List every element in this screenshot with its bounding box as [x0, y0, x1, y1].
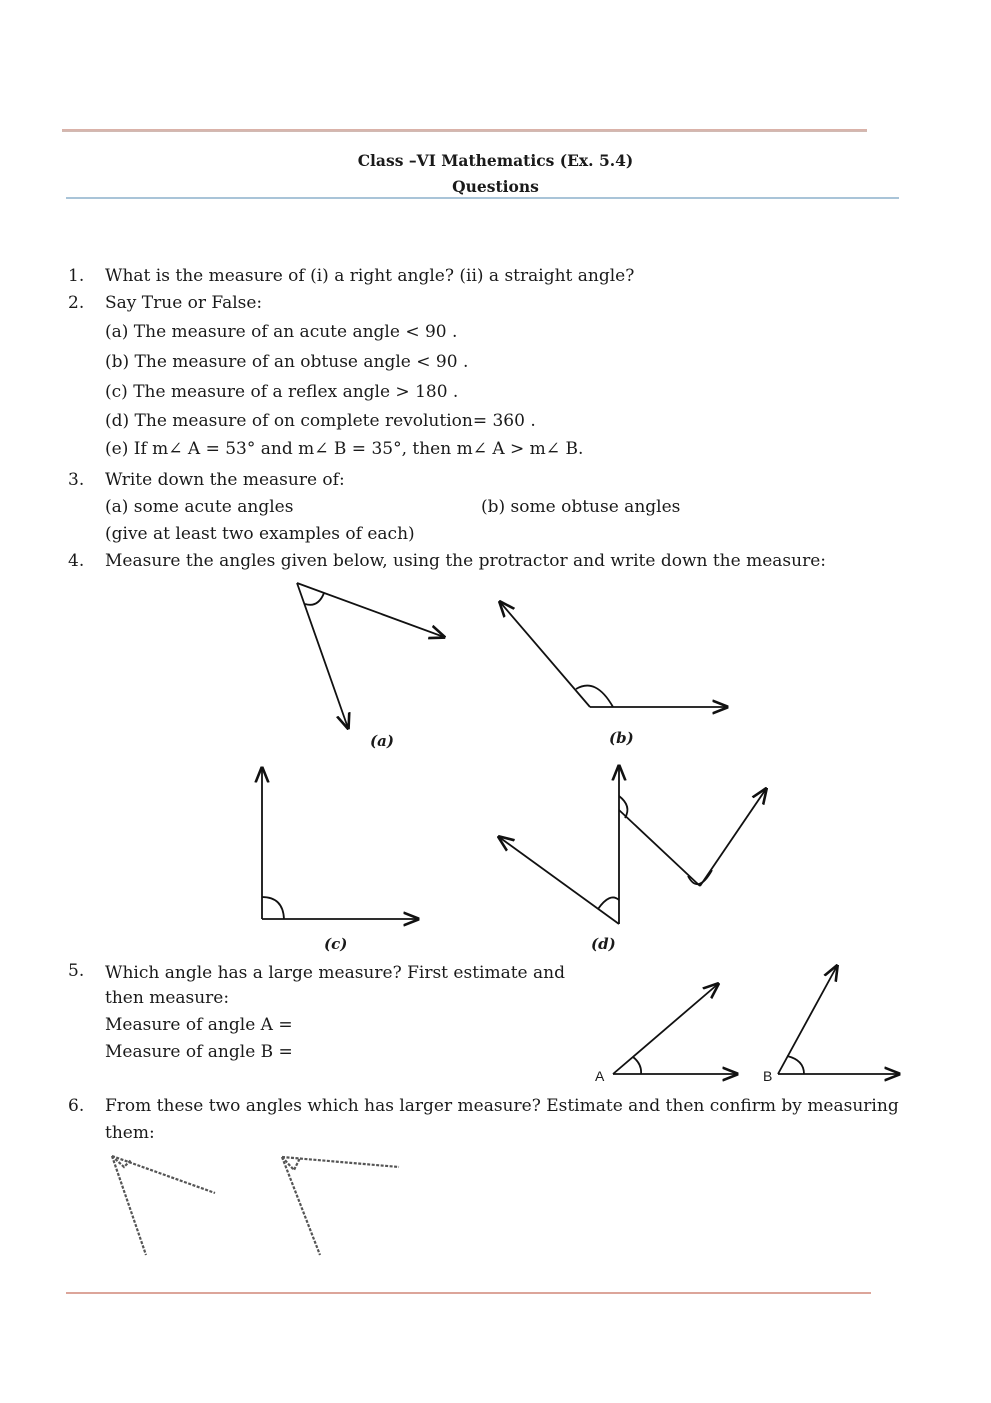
question-2a: (a) The measure of an acute angle < 90 .	[105, 322, 458, 342]
question-number: 3.	[68, 470, 85, 490]
question-number: 1.	[68, 266, 85, 286]
figure-label-d: (d)	[591, 935, 616, 953]
question-2-text: Say True or False:	[105, 293, 263, 313]
angle-c-figure	[262, 768, 418, 919]
question-3b: (b) some obtuse angles	[481, 497, 681, 517]
question-1-text: What is the measure of (i) a right angle? (ii) a straight angle?	[105, 266, 635, 286]
question-number: 2.	[68, 293, 85, 313]
question-5-line2: then measure:	[105, 988, 230, 1008]
page-subtitle: Questions	[452, 177, 539, 196]
question-number: 4.	[68, 551, 85, 571]
question-3-note: (give at least two examples of each)	[105, 524, 415, 544]
figure-label-a: (a)	[370, 732, 394, 750]
question-6-line2: them:	[105, 1123, 155, 1143]
figure-label-b: (b)	[609, 729, 634, 747]
question-2b: (b) The measure of an obtuse angle < 90 .	[105, 352, 469, 372]
angle-ab-figure	[613, 966, 899, 1074]
question-3a: (a) some acute angles	[105, 497, 294, 517]
question-3-text: Write down the measure of:	[105, 470, 345, 490]
figure-label-c: (c)	[324, 935, 348, 953]
question-6-line1: From these two angles which has larger measure? Estimate and then confirm by measuring	[105, 1096, 899, 1116]
question-2d: (d) The measure of on complete revolution= 360 .	[105, 411, 536, 431]
question-2e: (e) If m∠ A = 53° and m∠ B = 35°, then m∠ A > m∠ B.	[105, 439, 584, 459]
sketch-angles	[112, 1156, 399, 1255]
page-title: Class –VI Mathematics (Ex. 5.4)	[357, 151, 634, 170]
question-5-line1: Which angle has a large measure? First estimate and	[105, 963, 565, 983]
question-5-line3: Measure of angle A =	[105, 1015, 293, 1035]
question-number: 5.	[68, 961, 85, 981]
angle-d-figure	[499, 766, 766, 924]
question-number: 6.	[68, 1096, 85, 1116]
question-2c: (c) The measure of a reflex angle > 180 .	[105, 382, 459, 402]
angle-a-figure	[297, 583, 444, 728]
question-5-line4: Measure of angle B =	[105, 1042, 293, 1062]
point-a-label: A	[595, 1068, 605, 1084]
angle-b-figure	[500, 602, 727, 707]
point-b-label: B	[763, 1068, 773, 1084]
question-4-text: Measure the angles given below, using the protractor and write down the measure:	[105, 551, 826, 571]
